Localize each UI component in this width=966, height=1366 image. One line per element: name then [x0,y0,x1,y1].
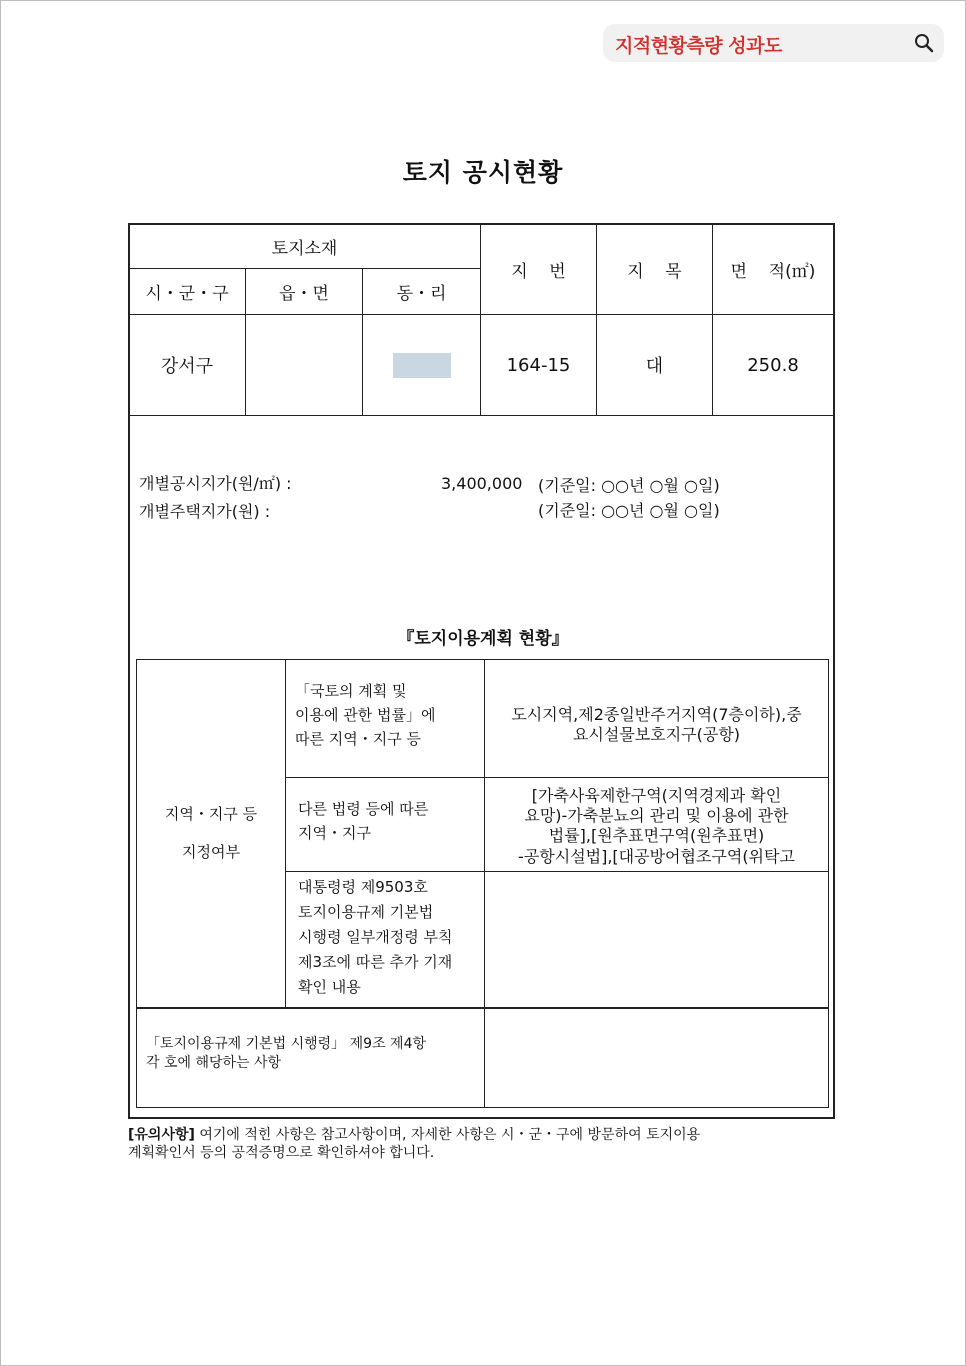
value-sigungu: 강서구 [160,356,214,377]
search-query[interactable]: 지적현황측량 성과도 [615,35,782,57]
law3-line-5: 확인 내용 [298,978,361,996]
law2-line-2: 지역・지구 [298,824,371,842]
house-price-date: (기준일: ○○년 ○월 ○일) [538,501,720,520]
law2-value-line-2: 요망)-가축분뇨의 관리 및 이용에 관한 [524,806,789,825]
value-area: 250.8 [747,354,799,376]
caution-note [128,1126,828,1162]
law3-line-1: 대통령령 제9503호 [298,878,428,896]
law3-line-4: 제3조에 따른 추가 기재 [298,953,453,971]
law3-line-2: 토지이용규제 기본법 [298,903,434,921]
divider [136,1007,137,1108]
divider [828,1007,829,1108]
value-eupmyeon [246,315,362,415]
law1-line-1: 「국토의 계획 및 [295,682,407,700]
law2-value-line-3: 법률],[원추표면구역(원추표면) [548,826,765,845]
land-price-value: 3,400,000 [441,474,523,493]
zone-label-2: 지정여부 [182,843,240,861]
value-jibeon: 164-15 [506,354,571,376]
search-box[interactable] [603,24,944,62]
divider [285,777,829,778]
divider [285,871,829,872]
header-eupmyeon: 읍・면 [279,283,329,304]
land-price-label: 개별공시지가(원/㎡) : [139,474,292,493]
law3-line-3: 시행령 일부개정령 부칙 [298,928,453,946]
art9-line-1: 「토지이용규제 기본법 시행령」 제9조 제4항 [146,1036,426,1052]
caution-label: [유의사항] [128,1127,195,1143]
law1-line-3: 따른 지역・지구 등 [295,730,421,748]
law2-line-1: 다른 법령 등에 따른 [298,800,429,818]
divider [136,1107,829,1108]
house-price-label: 개별주택지가(원) : [139,502,271,521]
law1-line-2: 이용에 관한 법률」에 [295,706,436,724]
law2-value-line-1: [가축사육제한구역(지역경제과 확인 [531,786,782,805]
land-price-date: (기준일: ○○년 ○월 ○일) [538,476,720,495]
page-title: 토지 공시현황 [402,158,564,187]
header-jibeon: 지 번 [511,262,566,282]
plan-subtitle: 『토지이용계획 현황』 [397,629,569,649]
header-sigungu: 시・군・구 [145,283,229,304]
divider [136,1007,829,1008]
law1-value-line-1: 도시지역,제2종일반주거지역(7층이하),중 [511,705,802,724]
header-dongri: 동・리 [396,283,447,304]
divider [129,415,835,416]
header-jimok: 지 목 [627,262,682,282]
header-land-location: 토지소재 [271,239,338,259]
art9-line-2: 각 호에 해당하는 사항 [146,1055,282,1071]
law2-value-line-4: -공항시설법],[대공방어협조구역(위탁고 [518,847,795,866]
caution-text: 여기에 적힌 사항은 참고사항이며, 자세한 사항은 시・군・구에 방문하여 토지이용 [194,1127,701,1143]
redacted-block [393,353,451,378]
search-icon[interactable] [914,33,934,53]
header-area: 면 적(㎡) [730,262,816,282]
caution-text-2: 계획확인서 등의 공적증명으로 확인하셔야 합니다. [128,1145,435,1161]
law1-value-line-2: 요시설물보호지구(공항) [572,725,741,744]
divider [285,659,286,1007]
value-dongri [363,315,480,415]
zone-label-1: 지역・지구 등 [164,805,258,823]
value-jimok: 대 [645,356,664,377]
